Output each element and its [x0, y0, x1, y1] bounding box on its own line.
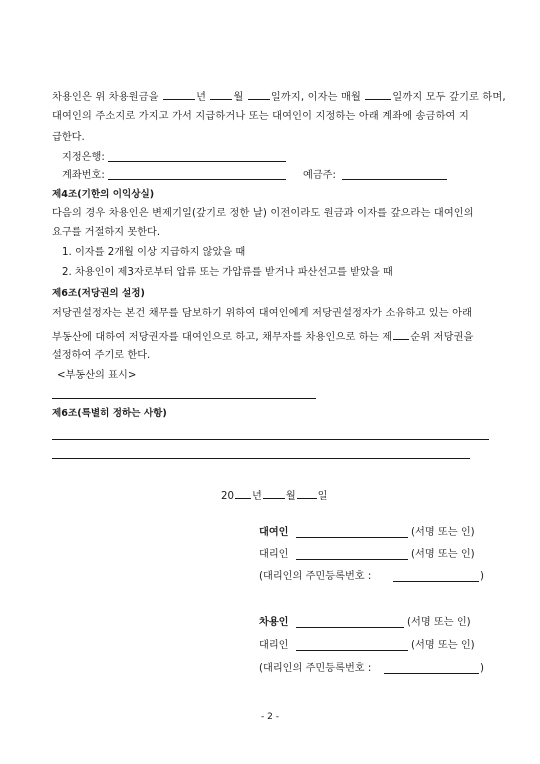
borrower-agent-label: 대리인 — [259, 640, 289, 651]
lender-agent-id-close: ) — [480, 571, 484, 582]
borrower-sign-line — [296, 627, 404, 628]
article4-line-2: 요구를 거절하지 못한다. — [52, 227, 161, 238]
article6a-line-2-text-b: 순위 저당권을 — [410, 332, 474, 343]
repayment-month-label: 월 — [233, 92, 244, 103]
article6a-line-2-text-a: 부동산에 대하여 저당권자를 대여인으로 하고, 채무자를 차용인으로 하는 제 — [52, 332, 393, 343]
lender-sign-line — [296, 537, 408, 538]
repayment-line-1 — [52, 88, 506, 105]
lender-agent-sign-suffix: (서명 또는 인) — [411, 549, 475, 560]
repayment-line-3: 급한다. — [52, 132, 85, 143]
article6a-line-1: 저당권설정자는 본건 채무를 담보하기 위하여 대여인에게 저당권설정자가 소유하고 있는 아래 — [52, 308, 473, 319]
interest-day-blank — [365, 88, 391, 100]
repayment-text-a: 차용인은 위 차용원금을 — [52, 92, 159, 103]
bank-blank-line — [108, 161, 286, 162]
repayment-day-blank — [248, 88, 270, 100]
repayment-year-label: 년 — [196, 92, 207, 103]
special-terms-line-2 — [52, 458, 470, 459]
repayment-line-2: 대여인의 주소지로 가지고 가서 지급하거나 또는 대여인이 지정하는 아래 계좌에 송금하여 지 — [52, 111, 469, 122]
repayment-year-blank — [163, 88, 195, 100]
holder-label: 예금주: — [303, 170, 336, 181]
date-day-label: 일 — [317, 491, 328, 502]
account-blank-line — [108, 179, 286, 180]
repayment-text-e: 일까지 모두 갚기로 하며, — [392, 92, 506, 103]
lender-sign-suffix: (서명 또는 인) — [411, 527, 475, 538]
borrower-agent-id-close: ) — [480, 663, 484, 674]
lender-agent-id-line — [393, 581, 479, 582]
bank-label: 지정은행: — [62, 152, 105, 163]
article4-item-1: 1. 이자를 2개월 이상 지급하지 않았을 때 — [62, 247, 246, 258]
article6a-line-3: 설정하여 주기로 한다. — [52, 350, 151, 361]
date-day-blank — [297, 487, 317, 499]
article6b-title: 제6조(특별히 정하는 사항) — [52, 408, 167, 419]
lender-agent-sign-line — [296, 559, 408, 560]
article4-title: 제4조(기한의 이익상실) — [52, 189, 155, 200]
lender-agent-id-label: (대리인의 주민등록번호 : — [259, 571, 372, 582]
date-year-blank — [235, 487, 251, 499]
holder-blank-line — [342, 179, 447, 180]
date-prefix: 20 — [221, 491, 234, 502]
article6a-title: 제6조(저당권의 설정) — [52, 288, 145, 299]
borrower-agent-sign-suffix: (서명 또는 인) — [411, 640, 475, 651]
article4-item-2: 2. 차용인이 제3자로부터 압류 또는 가압류를 받거나 파산선고를 받았을 때 — [62, 267, 393, 278]
date-year-label: 년 — [251, 491, 262, 502]
lender-label: 대여인 — [259, 527, 289, 538]
repayment-text-d: 일까지, 이자는 매월 — [270, 92, 361, 103]
article4-line-1: 다음의 경우 차용인은 변제기일(갚기로 정한 날) 이전이라도 원금과 이자를 갚으라는 대여인의 — [52, 208, 474, 219]
lender-agent-label: 대리인 — [259, 549, 289, 560]
rank-blank — [393, 328, 409, 340]
property-label: <부동산의 표시> — [57, 370, 137, 381]
borrower-agent-id-line — [384, 673, 479, 674]
special-terms-line-1 — [52, 439, 489, 440]
borrower-label: 차용인 — [259, 617, 289, 628]
contract-date — [221, 487, 328, 504]
borrower-agent-id-label: (대리인의 주민등록번호 : — [259, 663, 372, 674]
property-blank-line — [52, 398, 316, 399]
account-label: 계좌번호: — [62, 170, 105, 181]
borrower-sign-suffix: (서명 또는 인) — [407, 617, 471, 628]
article6a-line-2 — [52, 328, 474, 345]
repayment-month-blank — [210, 88, 232, 100]
date-month-label: 월 — [285, 491, 296, 502]
date-month-blank — [263, 487, 285, 499]
borrower-agent-sign-line — [296, 650, 408, 651]
page-number: - 2 - — [261, 712, 279, 722]
